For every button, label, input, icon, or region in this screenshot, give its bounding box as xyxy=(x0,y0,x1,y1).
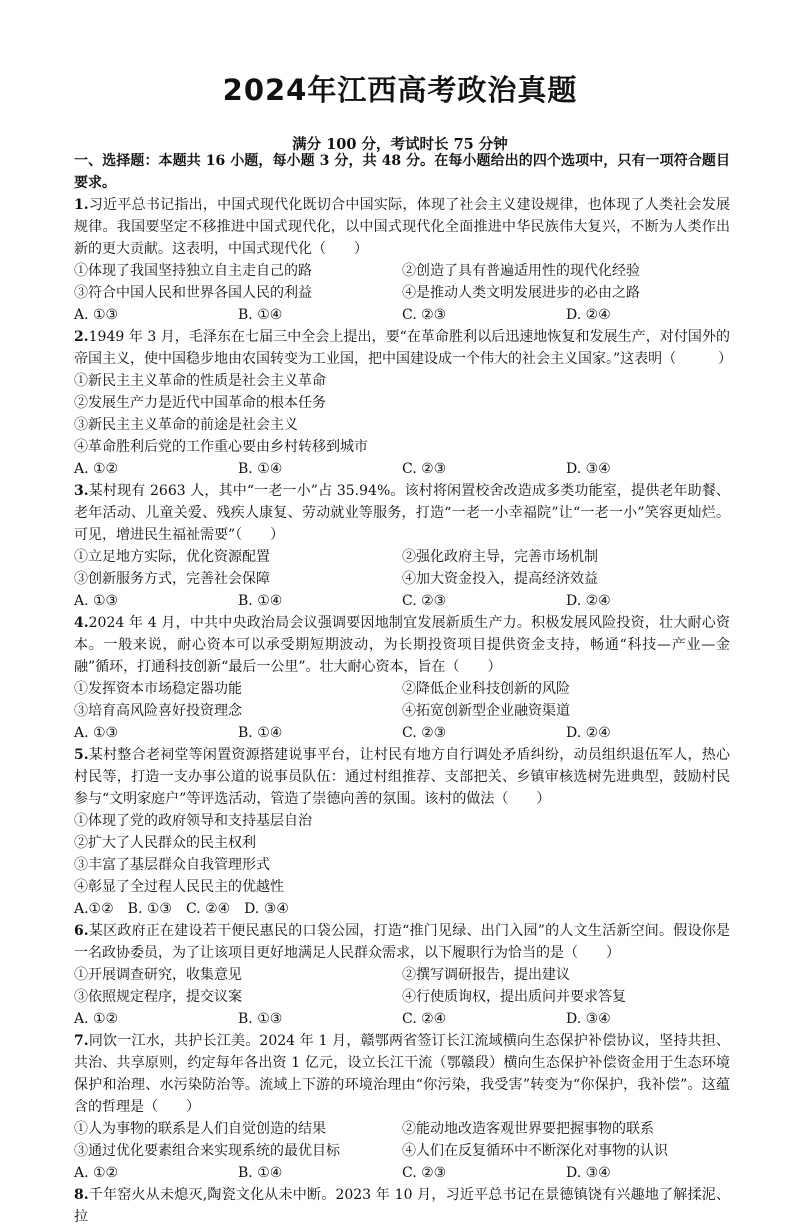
option-item: ④是推动人类文明发展进步的必由之路 xyxy=(402,285,640,301)
option-item: ②能动地改造客观世界要把握事物的联系 xyxy=(402,1121,654,1137)
option-item: ②强化政府主导，完善市场机制 xyxy=(402,549,598,565)
option-item: ①发挥资本市场稳定器功能 xyxy=(74,681,242,697)
option-item: ②发展生产力是近代中国革命的根本任务 xyxy=(74,395,326,411)
option-item: ②创造了具有普遍适用性的现代化经验 xyxy=(402,263,640,279)
question-number: 7. xyxy=(74,1033,89,1049)
option-item: ④革命胜利后党的工作重心要由乡村转移到城市 xyxy=(74,439,368,455)
option-item: ①人为事物的联系是人们自觉创造的结果 xyxy=(74,1121,326,1137)
option-item: ③依照规定程序，提交议案 xyxy=(74,989,242,1005)
answer-choice-d: D. ②④ xyxy=(566,725,611,741)
answer-choice-d: D. ③④ xyxy=(566,1011,611,1027)
option-item: ①开展调查研究，收集意见 xyxy=(74,967,242,983)
option-item: ④彰显了全过程人民民主的优越性 xyxy=(74,879,284,895)
option-item: ②扩大了人民群众的民主权利 xyxy=(74,835,256,851)
answer-choice-c: C. ②③ xyxy=(402,593,447,609)
option-item: ④人们在反复循环中不断深化对事物的认识 xyxy=(402,1143,668,1159)
question-6 xyxy=(74,920,730,1030)
question-stem: 某区政府正在建设若干便民惠民的口袋公园，打造“推门见绿、出门入园”的人文生活新空间。假设你是一名政协委员，为了让该项目更好地满足人民群众需求，以下履职行为恰当的是（ ） xyxy=(74,923,730,961)
answer-choice-d: D. ③④ xyxy=(566,461,611,477)
answer-choices xyxy=(74,458,730,480)
question-number: 2. xyxy=(74,329,89,345)
question-number: 5. xyxy=(74,747,89,763)
answer-choices xyxy=(74,304,730,326)
answer-choice-b: B. ①④ xyxy=(238,593,283,609)
answer-choice-a: A. ①② xyxy=(74,1165,119,1181)
answer-choice-a: A. ①② xyxy=(74,461,119,477)
answer-choice-a: A. ①② xyxy=(74,1011,119,1027)
question-number: 8. xyxy=(74,1187,89,1203)
question-number: 3. xyxy=(74,483,89,499)
option-item: ③符合中国人民和世界各国人民的利益 xyxy=(74,285,312,301)
question-stem: 2024 年 4 月，中共中央政治局会议强调要因地制宜发展新质生产力。积极发展风险投资，壮大耐心资本。一般来说，耐心资本可以承受期短期波动，为长期投资项目提供资金支持，畅通“科技—产业—金融”循环，打通科技创新“最后一公里”。壮大耐心资本，旨在（ ） xyxy=(74,615,730,675)
option-item: ①立足地方实际，优化资源配置 xyxy=(74,549,270,565)
option-item: ①体现了党的政府领导和支持基层自治 xyxy=(74,813,312,829)
answer-choice-b: B. ①④ xyxy=(238,1165,283,1181)
answer-choice-b: B. ①④ xyxy=(238,461,283,477)
answer-choice-d: D. ②④ xyxy=(566,593,611,609)
question-stem: 某村现有 2663 人，其中“一老一小”占 35.94%。该村将闲置校舍改造成多类功能室，提供老年助餐、老年活动、儿童关爱、残疾人康复、劳动就业等服务，打造“一老一小幸福院”让“一老一小”笑容更灿烂。可见，增进民生福祉需要”（ ） xyxy=(74,483,730,543)
exam-content xyxy=(74,150,733,1228)
page-subtitle: 满分 100 分，考试时长 75 分钟 xyxy=(292,136,508,153)
answer-choice-c: C. ②③ xyxy=(402,307,447,323)
option-item: ③培育高风险喜好投资理念 xyxy=(74,703,242,719)
question-stem: 同饮一江水，共护长江美。2024 年 1 月，赣鄂两省签订长江流域横向生态保护补偿协议，坚持共担、共治、共享原则，约定每年各出资 1 亿元，设立长江干流（鄂赣段）横向生态保护补偿资金用于生态环境保护和治理、水污染防治等。流域上下游的环境治理由“你污染，我受害”转变为“你保护，我补偿”。这蕴含的哲理是（ ） xyxy=(74,1033,730,1115)
question-number: 1. xyxy=(74,197,89,213)
answer-choices xyxy=(74,590,730,612)
answer-choice-a: A. ①③ xyxy=(74,307,119,323)
option-item: ④拓宽创新型企业融资渠道 xyxy=(402,703,570,719)
answer-choice-b: B. ①④ xyxy=(238,307,283,323)
option-item: ④行使质询权，提出质问并要求答复 xyxy=(402,989,626,1005)
question-stem: 习近平总书记指出，中国式现代化既切合中国实际，体现了社会主义建设规律，也体现了人类社会发展规律。我国要坚定不移推进中国式现代化，以中国式现代化全面推进中华民族伟大复兴，不断为人类作出新的更大贡献。这表明，中国式现代化（ ） xyxy=(74,197,730,257)
question-number: 6. xyxy=(74,923,89,939)
answer-choice-a: A. ①③ xyxy=(74,593,119,609)
section-heading: 一、选择题：本题共 16 小题，每小题 3 分，共 48 分。在每小题给出的四个选项中，只有一项符合题目要求。 xyxy=(74,153,730,191)
answer-choice-c: C. ②④ xyxy=(402,1011,447,1027)
option-item: ③新民主主义革命的前途是社会主义 xyxy=(74,417,298,433)
answer-choices: A.①② B. ①③ C. ②④ D. ③④ xyxy=(74,901,289,917)
option-item: ②撰写调研报告，提出建议 xyxy=(402,967,570,983)
answer-choice-c: C. ②③ xyxy=(402,1165,447,1181)
answer-choice-d: D. ③④ xyxy=(566,1165,611,1181)
answer-choice-a: A. ①③ xyxy=(74,725,119,741)
option-item: ①体现了我国坚持独立自主走自己的路 xyxy=(74,263,312,279)
answer-choices xyxy=(74,722,730,744)
option-item: ④加大资金投入，提高经济效益 xyxy=(402,571,598,587)
option-item: ③创新服务方式，完善社会保障 xyxy=(74,571,270,587)
question-3 xyxy=(74,480,730,612)
question-7 xyxy=(74,1030,730,1184)
answer-choice-c: C. ②③ xyxy=(402,725,447,741)
question-5 xyxy=(74,744,730,920)
question-stem: 某村整合老祠堂等闲置资源搭建说事平台，让村民有地方自行调处矛盾纠纷，动员组织退伍军人，热心村民等，打造一支办事公道的说事员队伍：通过村组推荐、支部把关、乡镇审核选树先进典型，鼓励村民参与“文明家庭户”等评选活动，管造了崇德向善的氛围。该村的做法（ ） xyxy=(74,747,730,807)
question-8 xyxy=(74,1184,730,1228)
question-stem: 1949 年 3 月，毛泽东在七届三中全会上提出，要“在革命胜利以后迅速地恢复和发展生产，对付国外的帝国主义，使中国稳步地由农国转变为工业国，把中国建设成一个伟大的社会主义国家。”这表明（ ） xyxy=(74,329,733,367)
answer-choice-b: B. ①③ xyxy=(238,1011,283,1027)
answer-choice-c: C. ②③ xyxy=(402,461,447,477)
answer-choice-d: D. ②④ xyxy=(566,307,611,323)
question-4 xyxy=(74,612,730,744)
option-item: ③通过优化要素组合来实现系统的最优目标 xyxy=(74,1143,340,1159)
question-number: 4. xyxy=(74,615,89,631)
answer-choice-b: B. ①④ xyxy=(238,725,283,741)
option-item: ②降低企业科技创新的风险 xyxy=(402,681,570,697)
question-1 xyxy=(74,194,730,326)
question-stem: 千年窑火从未熄灭,陶瓷文化从未中断。2023 年 10 月，习近平总书记在景德镇饶有兴趣地了解揉泥、拉 xyxy=(74,1187,730,1225)
question-2 xyxy=(74,326,733,480)
answer-choices xyxy=(74,1162,730,1184)
option-item: ③丰富了基层群众自我管理形式 xyxy=(74,857,270,873)
option-item: ①新民主主义革命的性质是社会主义革命 xyxy=(74,373,326,389)
answer-choices xyxy=(74,1008,730,1030)
page-title: 2024年江西高考政治真题 xyxy=(222,73,578,107)
